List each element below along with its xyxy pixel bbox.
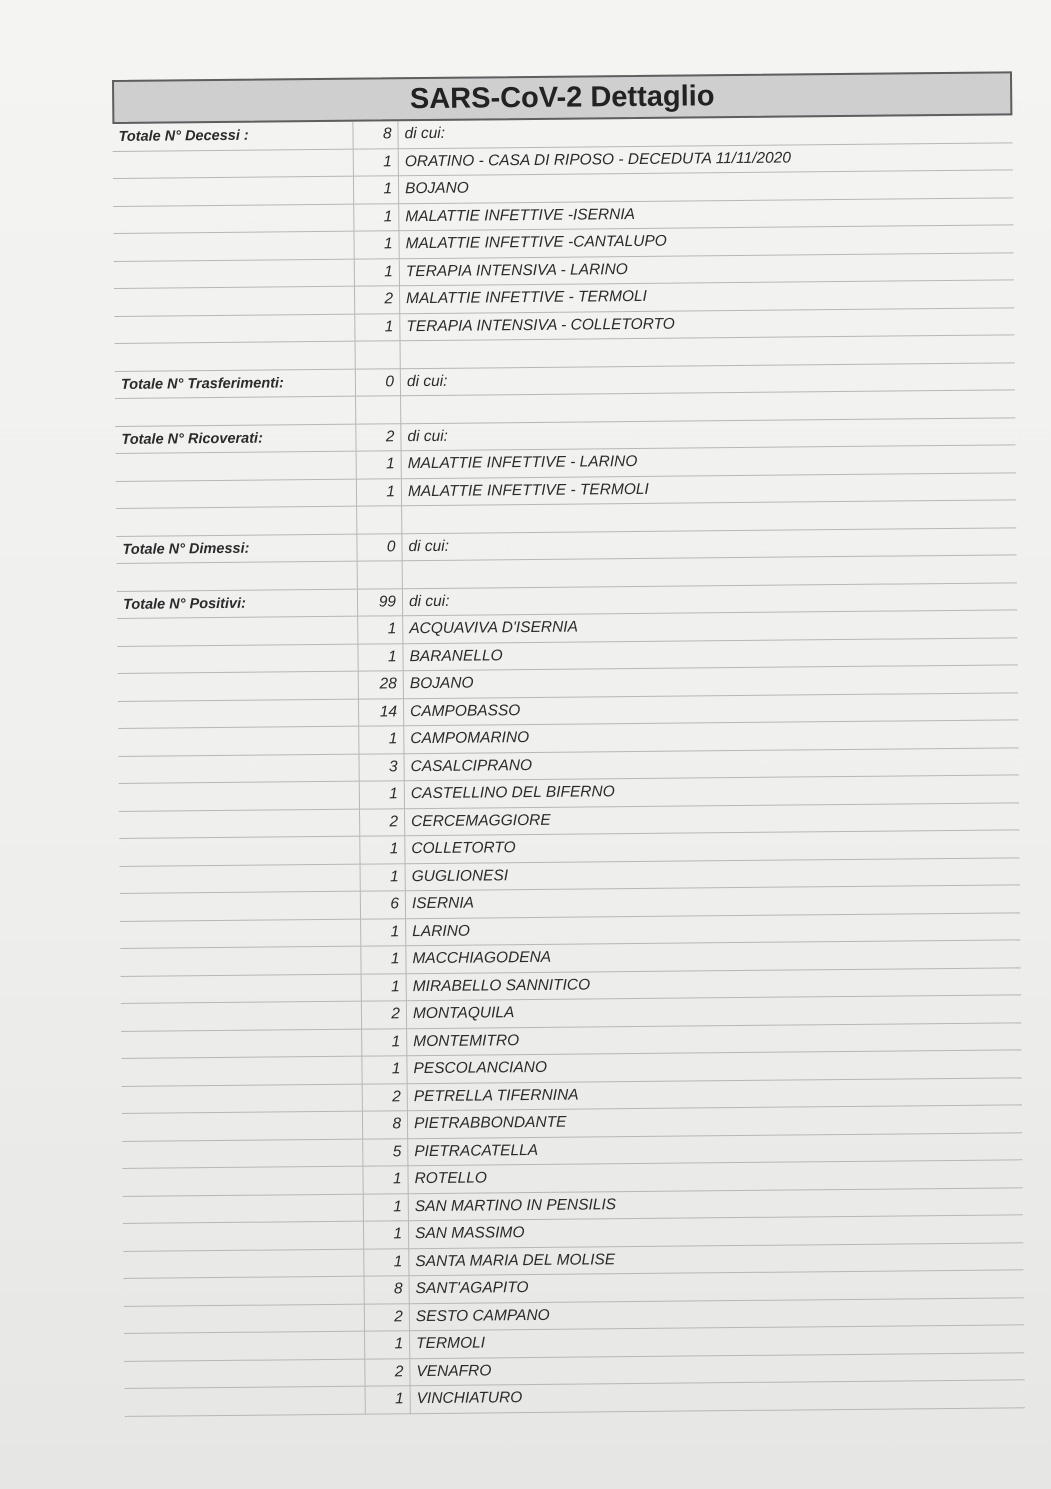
row-description: LARINO [406, 912, 1021, 945]
row-count: 1 [365, 1331, 410, 1359]
row-description: MALATTIE INFETTIVE - LARINO [401, 445, 1016, 478]
row-description: di cui: [400, 362, 1015, 395]
row-count: 1 [358, 616, 403, 644]
row-label [114, 286, 355, 316]
row-description: CASTELLINO DEL BIFERNO [404, 775, 1019, 808]
row-description: TERAPIA INTENSIVA - LARINO [399, 252, 1014, 285]
row-count: 2 [360, 808, 405, 836]
row-label: Totale N° Positivi: [117, 589, 358, 619]
row-label [121, 1029, 362, 1059]
row-count: 2 [365, 1358, 410, 1386]
row-label [113, 176, 354, 206]
row-label [116, 451, 357, 481]
row-count: 1 [362, 1056, 407, 1084]
row-count: 2 [356, 423, 401, 451]
row-count: 1 [353, 176, 398, 204]
report-document [112, 71, 1025, 1416]
row-description: MACCHIAGODENA [406, 940, 1021, 973]
row-label [118, 754, 359, 784]
row-count: 1 [359, 726, 404, 754]
row-count: 3 [359, 753, 404, 781]
row-description: PESCOLANCIANO [407, 1050, 1022, 1083]
row-label [117, 644, 358, 674]
row-description: SAN MARTINO IN PENSILIS [408, 1187, 1023, 1220]
row-description: di cui: [401, 417, 1016, 450]
row-label [115, 396, 356, 426]
row-label [114, 314, 355, 344]
row-label [118, 726, 359, 756]
row-description: di cui: [402, 582, 1017, 615]
row-description: MONTEMITRO [407, 1022, 1022, 1055]
row-label [119, 781, 360, 811]
row-count: 99 [357, 588, 402, 616]
row-count [356, 396, 401, 424]
row-label [113, 231, 354, 261]
row-description: MALATTIE INFETTIVE -CANTALUPO [399, 225, 1014, 258]
row-description: ISERNIA [405, 885, 1020, 918]
row-label [122, 1166, 363, 1196]
row-label [125, 1386, 366, 1416]
row-label [114, 259, 355, 289]
row-label [120, 891, 361, 921]
row-count: 1 [355, 313, 400, 341]
row-count: 8 [364, 1276, 409, 1304]
row-label [120, 946, 361, 976]
row-count: 1 [363, 1193, 408, 1221]
row-count: 1 [354, 203, 399, 231]
row-count: 6 [360, 891, 405, 919]
row-description: MALATTIE INFETTIVE - TERMOLI [401, 472, 1016, 505]
row-count: 1 [364, 1248, 409, 1276]
row-label [113, 149, 354, 179]
row-description: CAMPOMARINO [404, 720, 1019, 753]
row-description: BOJANO [398, 170, 1013, 203]
row-count: 1 [356, 451, 401, 479]
row-label [118, 671, 359, 701]
row-description: MONTAQUILA [406, 995, 1021, 1028]
row-label [117, 561, 358, 591]
row-count: 0 [355, 368, 400, 396]
row-label: Totale N° Ricoverati: [115, 424, 356, 454]
row-count: 2 [364, 1303, 409, 1331]
row-label [122, 1111, 363, 1141]
row-label: Totale N° Trasferimenti: [115, 369, 356, 399]
row-label [121, 974, 362, 1004]
row-label [124, 1304, 365, 1334]
row-count: 8 [353, 121, 398, 148]
row-count: 1 [365, 1386, 410, 1414]
row-count: 0 [357, 533, 402, 561]
row-label [121, 1056, 362, 1086]
row-label [123, 1249, 364, 1279]
row-count [357, 506, 402, 534]
row-description: COLLETORTO [405, 830, 1020, 863]
row-count: 1 [359, 781, 404, 809]
row-label [121, 1001, 362, 1031]
row-description: SANTA MARIA DEL MOLISE [409, 1242, 1024, 1275]
row-count: 1 [361, 946, 406, 974]
row-label [116, 479, 357, 509]
row-count [357, 561, 402, 589]
row-label [122, 1139, 363, 1169]
row-description: CERCEMAGGIORE [405, 802, 1020, 835]
row-label [120, 919, 361, 949]
row-count: 1 [363, 1166, 408, 1194]
row-description: CAMPOBASSO [403, 692, 1018, 725]
row-description: ACQUAVIVA D'ISERNIA [403, 610, 1018, 643]
row-count: 14 [358, 698, 403, 726]
row-label [123, 1221, 364, 1251]
row-count: 1 [363, 1221, 408, 1249]
row-count: 2 [362, 1083, 407, 1111]
row-count: 1 [356, 478, 401, 506]
row-count: 1 [353, 148, 398, 176]
row-count [355, 341, 400, 369]
row-count: 28 [358, 671, 403, 699]
row-count: 2 [361, 1001, 406, 1029]
row-count: 1 [360, 836, 405, 864]
row-description: PIETRABBONDANTE [407, 1105, 1022, 1138]
row-count: 1 [354, 231, 399, 259]
row-label [119, 836, 360, 866]
row-count: 1 [360, 863, 405, 891]
row-description: SESTO CAMPANO [409, 1297, 1024, 1330]
row-label [117, 616, 358, 646]
row-label: Totale N° Dimessi: [116, 534, 357, 564]
row-description: BARANELLO [403, 637, 1018, 670]
row-description: MALATTIE INFETTIVE - TERMOLI [399, 280, 1014, 313]
row-description: ORATINO - CASA DI RIPOSO - DECEDUTA 11/11/2020 [398, 142, 1013, 175]
row-count: 1 [361, 973, 406, 1001]
row-count: 2 [354, 286, 399, 314]
row-description: PETRELLA TIFERNINA [407, 1077, 1022, 1110]
row-description: TERAPIA INTENSIVA - COLLETORTO [400, 307, 1015, 340]
row-description: SANT'AGAPITO [409, 1270, 1024, 1303]
row-label: Totale N° Decessi : [112, 122, 353, 151]
row-description: ROTELLO [408, 1160, 1023, 1193]
row-label [124, 1276, 365, 1306]
row-description: di cui: [402, 527, 1017, 560]
row-count: 1 [361, 918, 406, 946]
row-description: di cui: [398, 115, 1013, 148]
row-label [116, 506, 357, 536]
report-title: SARS-CoV-2 Dettaglio [112, 71, 1012, 124]
row-label [119, 809, 360, 839]
detail-table [112, 115, 1024, 1416]
row-description: MALATTIE INFETTIVE -ISERNIA [399, 197, 1014, 230]
row-description: TERMOLI [410, 1325, 1025, 1358]
row-description: GUGLIONESI [405, 857, 1020, 890]
row-description: SAN MASSIMO [408, 1215, 1023, 1248]
row-description: CASALCIPRANO [404, 747, 1019, 780]
row-description: PIETRACATELLA [408, 1132, 1023, 1165]
row-count: 1 [362, 1028, 407, 1056]
row-count: 1 [358, 643, 403, 671]
row-count: 8 [362, 1111, 407, 1139]
row-description: VINCHIATURO [410, 1380, 1025, 1413]
row-description: VENAFRO [410, 1352, 1025, 1385]
row-label [120, 864, 361, 894]
row-description: MIRABELLO SANNITICO [406, 967, 1021, 1000]
row-label [115, 341, 356, 371]
detail-table-body [112, 115, 1024, 1416]
row-count: 1 [354, 258, 399, 286]
row-label [124, 1359, 365, 1389]
row-label [118, 699, 359, 729]
row-label [122, 1084, 363, 1114]
row-label [113, 204, 354, 234]
row-label [123, 1194, 364, 1224]
row-count: 5 [363, 1138, 408, 1166]
row-description: BOJANO [403, 665, 1018, 698]
row-label [124, 1331, 365, 1361]
